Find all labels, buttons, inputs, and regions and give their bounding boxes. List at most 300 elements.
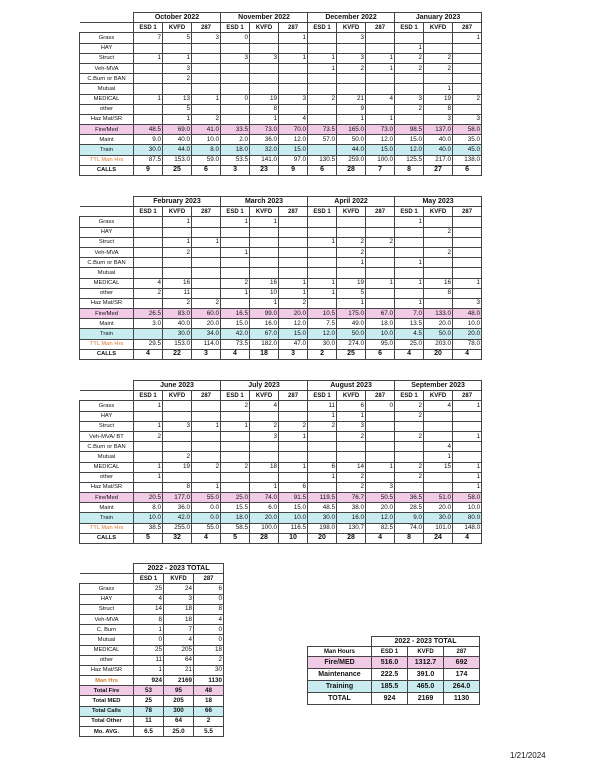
- cell-value: [134, 258, 163, 268]
- cell-value: 6: [453, 165, 482, 175]
- cell-value: 1: [366, 63, 395, 73]
- unit-header: ESD 1: [134, 574, 164, 584]
- cell-value: [279, 74, 308, 84]
- unit-header: 287: [453, 207, 482, 217]
- cell-value: 10.5: [308, 309, 337, 319]
- cell-value: 12.0: [279, 319, 308, 329]
- cell-value: 0.0: [192, 513, 221, 523]
- cell-value: 40.0: [163, 319, 192, 329]
- row-label: Train: [80, 329, 134, 339]
- cell-value: 36.0: [163, 503, 192, 513]
- cell-value: 2: [395, 53, 424, 63]
- unit-header: 287: [279, 207, 308, 217]
- cell-value: 4: [279, 114, 308, 124]
- cell-value: [453, 442, 482, 452]
- cell-value: 15.0: [279, 503, 308, 513]
- cell-value: [221, 452, 250, 462]
- summary-header: KVFD: [408, 647, 444, 657]
- cell-value: [221, 258, 250, 268]
- cell-value: [221, 482, 250, 492]
- row-ttl-man-hrs: [80, 523, 482, 533]
- cell-value: [134, 411, 163, 421]
- cell-value: 1: [308, 411, 337, 421]
- cell-value: 57.0: [308, 135, 337, 145]
- unit-header: KVFD: [250, 207, 279, 217]
- totals-row: [80, 604, 224, 614]
- cell-value: 1: [395, 217, 424, 227]
- cell-value: 10.0: [453, 503, 482, 513]
- row-label: Train: [80, 145, 134, 155]
- cell-value: 1: [279, 288, 308, 298]
- cell-value: 3: [221, 165, 250, 175]
- cell-value: [366, 33, 395, 43]
- cell-value: 2: [308, 349, 337, 359]
- cell-value: [192, 74, 221, 84]
- unit-header: ESD 1: [221, 391, 250, 401]
- totals-row: [80, 716, 224, 726]
- cell-value: [366, 104, 395, 114]
- row-maint: [80, 135, 482, 145]
- unit-header: 287: [192, 391, 221, 401]
- cell-value: 42.0: [163, 513, 192, 523]
- cell-value: 97.0: [279, 155, 308, 165]
- totals-row: [80, 635, 224, 645]
- row-medical: [80, 462, 482, 472]
- cell-value: 2: [395, 63, 424, 73]
- cell-value: 47.0: [279, 339, 308, 349]
- row-grass: [80, 401, 482, 411]
- row-label: MEDICAL: [80, 645, 134, 655]
- cell-value: 9.0: [395, 513, 424, 523]
- row-label: HAY: [80, 594, 134, 604]
- cell-value: 2: [163, 298, 192, 308]
- unit-header: 287: [192, 207, 221, 217]
- cell-value: 10: [279, 533, 308, 543]
- cell-value: 3: [192, 33, 221, 43]
- cell-value: 18: [250, 349, 279, 359]
- cell-value: [163, 258, 192, 268]
- cell-value: [453, 74, 482, 84]
- cell-value: 205: [164, 696, 194, 706]
- cell-value: [250, 411, 279, 421]
- unit-header: KVFD: [424, 23, 453, 33]
- cell-value: [279, 472, 308, 482]
- cell-value: [279, 411, 308, 421]
- cell-value: 2: [337, 63, 366, 73]
- cell-value: [424, 33, 453, 43]
- row-label: C.Burn or BAN: [80, 74, 134, 84]
- cell-value: 6.0: [250, 503, 279, 513]
- cell-value: 137.0: [424, 125, 453, 135]
- cell-value: [366, 411, 395, 421]
- row-label: Struct: [80, 237, 134, 247]
- cell-value: 12.0: [395, 145, 424, 155]
- row-label: Total Calls: [80, 706, 134, 716]
- cell-value: [279, 227, 308, 237]
- cell-value: [308, 268, 337, 278]
- cell-value: 692: [444, 657, 480, 669]
- cell-value: 4: [164, 635, 194, 645]
- unit-header: 287: [279, 391, 308, 401]
- cell-value: [250, 33, 279, 43]
- cell-value: 1: [163, 217, 192, 227]
- cell-value: [192, 227, 221, 237]
- cell-value: 34.0: [192, 329, 221, 339]
- cell-value: 98.5: [395, 125, 424, 135]
- cell-value: [337, 227, 366, 237]
- row-mutual: [80, 268, 482, 278]
- cell-value: 1: [192, 482, 221, 492]
- row-label: HAY: [80, 411, 134, 421]
- cell-value: [424, 411, 453, 421]
- cell-value: [366, 247, 395, 257]
- cell-value: 20.5: [134, 493, 163, 503]
- cell-value: 1: [395, 258, 424, 268]
- cell-value: 1: [337, 114, 366, 124]
- cell-value: 21: [337, 94, 366, 104]
- cell-value: 19: [250, 94, 279, 104]
- cell-value: [308, 431, 337, 441]
- cell-value: 3.0: [134, 319, 163, 329]
- cell-value: 130.7: [337, 523, 366, 533]
- cell-value: [221, 43, 250, 53]
- row-label: Maint: [80, 319, 134, 329]
- cell-value: 48.5: [308, 503, 337, 513]
- cell-value: 1130: [194, 676, 224, 686]
- cell-value: 2: [337, 482, 366, 492]
- cell-value: 174: [444, 669, 480, 681]
- cell-value: [221, 431, 250, 441]
- cell-value: [337, 74, 366, 84]
- cell-value: 53.5: [221, 155, 250, 165]
- cell-value: 1: [279, 431, 308, 441]
- cell-value: [221, 84, 250, 94]
- totals-row: [80, 645, 224, 655]
- cell-value: 4: [221, 349, 250, 359]
- cell-value: 1: [308, 472, 337, 482]
- cell-value: 4: [134, 594, 164, 604]
- cell-value: 73.0: [366, 125, 395, 135]
- cell-value: 2: [395, 411, 424, 421]
- unit-header: KVFD: [163, 23, 192, 33]
- cell-value: [250, 258, 279, 268]
- cell-value: [453, 288, 482, 298]
- cell-value: [424, 74, 453, 84]
- cell-value: 0: [134, 635, 164, 645]
- cell-value: 18.0: [221, 513, 250, 523]
- cell-value: [134, 63, 163, 73]
- summary-header: ESD 1: [372, 647, 408, 657]
- cell-value: 1: [279, 278, 308, 288]
- cell-value: [424, 258, 453, 268]
- cell-value: [221, 237, 250, 247]
- cell-value: 1: [337, 258, 366, 268]
- cell-value: 15.0: [366, 145, 395, 155]
- month-header-row: [80, 381, 482, 391]
- cell-value: 3: [279, 349, 308, 359]
- cell-value: 5: [134, 533, 163, 543]
- row-c-burn: [80, 442, 482, 452]
- totals-row: [80, 614, 224, 624]
- row-label: Grass: [80, 584, 134, 594]
- row-maint: [80, 503, 482, 513]
- cell-value: [308, 84, 337, 94]
- cell-value: 74.0: [250, 493, 279, 503]
- cell-value: 0: [221, 94, 250, 104]
- cell-value: [250, 452, 279, 462]
- cell-value: 2: [424, 63, 453, 73]
- cell-value: [337, 43, 366, 53]
- cell-value: [424, 421, 453, 431]
- cell-value: 1: [366, 53, 395, 63]
- cell-value: [250, 74, 279, 84]
- row-label: Grass: [80, 33, 134, 43]
- cell-value: 30.0: [163, 329, 192, 339]
- cell-value: [308, 452, 337, 462]
- cell-value: 0: [194, 635, 224, 645]
- cell-value: 5: [337, 288, 366, 298]
- cell-value: 1312.7: [408, 657, 444, 669]
- cell-value: 2: [250, 421, 279, 431]
- cell-value: [163, 227, 192, 237]
- cell-value: 10: [250, 288, 279, 298]
- unit-header: ESD 1: [134, 207, 163, 217]
- row-label: Veh-MVA: [80, 247, 134, 257]
- cell-value: [395, 288, 424, 298]
- cell-value: 13.5: [395, 319, 424, 329]
- cell-value: 25: [134, 584, 164, 594]
- cell-value: [163, 411, 192, 421]
- cell-value: [337, 217, 366, 227]
- cell-value: [279, 442, 308, 452]
- cell-value: [424, 472, 453, 482]
- summary-row: [308, 669, 480, 681]
- cell-value: [192, 247, 221, 257]
- cell-value: 67.0: [250, 329, 279, 339]
- cell-value: 16: [250, 278, 279, 288]
- cell-value: [192, 43, 221, 53]
- unit-header: KVFD: [250, 391, 279, 401]
- cell-value: 38.5: [134, 523, 163, 533]
- cell-value: 1: [366, 278, 395, 288]
- cell-value: [366, 298, 395, 308]
- cell-value: [279, 237, 308, 247]
- row-label: HAY: [80, 43, 134, 53]
- cell-value: 119.5: [308, 493, 337, 503]
- row-mutual: [80, 84, 482, 94]
- cell-value: [134, 114, 163, 124]
- cell-value: 9: [134, 165, 163, 175]
- unit-header-row: [80, 574, 224, 584]
- cell-value: 55.0: [192, 523, 221, 533]
- cell-value: 2: [337, 431, 366, 441]
- cell-value: 33.5: [221, 125, 250, 135]
- unit-header: 287: [366, 391, 395, 401]
- row-label: Haz Mat/SR: [80, 298, 134, 308]
- cell-value: 64: [164, 655, 194, 665]
- cell-value: [192, 84, 221, 94]
- cell-value: 80.0: [453, 513, 482, 523]
- cell-value: 16.0: [250, 319, 279, 329]
- cell-value: 1: [337, 411, 366, 421]
- cell-value: 203.0: [424, 339, 453, 349]
- cell-value: 2: [194, 655, 224, 665]
- cell-value: 1: [453, 431, 482, 441]
- cell-value: 1: [134, 421, 163, 431]
- cell-value: [250, 268, 279, 278]
- cell-value: 16: [163, 278, 192, 288]
- row-label: Haz Mat/SR: [80, 482, 134, 492]
- row-label: Mutual: [80, 635, 134, 645]
- cell-value: 1: [221, 247, 250, 257]
- cell-value: [308, 258, 337, 268]
- cell-value: 4: [453, 533, 482, 543]
- cell-value: [308, 74, 337, 84]
- cell-value: 23: [250, 165, 279, 175]
- cell-value: 6: [279, 482, 308, 492]
- cell-value: 30: [194, 665, 224, 675]
- summary-header-row: [308, 647, 480, 657]
- cell-value: 2: [337, 247, 366, 257]
- cell-value: [250, 84, 279, 94]
- cell-value: [395, 84, 424, 94]
- cell-value: [134, 268, 163, 278]
- cell-value: [221, 472, 250, 482]
- cell-value: [134, 442, 163, 452]
- cell-value: 3: [453, 298, 482, 308]
- cell-value: 58.5: [221, 523, 250, 533]
- cell-value: 8.0: [192, 145, 221, 155]
- cell-value: 8: [424, 288, 453, 298]
- cell-value: 83.0: [163, 309, 192, 319]
- unit-header: KVFD: [424, 207, 453, 217]
- month-header: September 2023: [395, 381, 482, 391]
- unit-header-row: [80, 207, 482, 217]
- cell-value: [424, 217, 453, 227]
- cell-value: [308, 298, 337, 308]
- cell-value: [134, 247, 163, 257]
- cell-value: [366, 442, 395, 452]
- row-label: MEDICAL: [80, 94, 134, 104]
- cell-value: 30.0: [134, 145, 163, 155]
- cell-value: [453, 63, 482, 73]
- cell-value: 3: [163, 63, 192, 73]
- cell-value: 300: [164, 706, 194, 716]
- cell-value: 0.0: [192, 503, 221, 513]
- totals-row: [80, 594, 224, 604]
- cell-value: [366, 43, 395, 53]
- cell-value: [424, 482, 453, 492]
- row-hay: [80, 43, 482, 53]
- row-ttl-man-hrs: [80, 339, 482, 349]
- cell-value: 924: [372, 693, 408, 705]
- cell-value: 465.0: [408, 681, 444, 693]
- month-header: March 2023: [221, 197, 308, 207]
- row-label: HAY: [80, 227, 134, 237]
- row-label: other: [80, 472, 134, 482]
- cell-value: 1: [134, 53, 163, 63]
- cell-value: [424, 268, 453, 278]
- row-train: [80, 329, 482, 339]
- cell-value: 3: [221, 53, 250, 63]
- row-struct: [80, 237, 482, 247]
- cell-value: 130.5: [308, 155, 337, 165]
- cell-value: 2: [395, 462, 424, 472]
- cell-value: 1: [308, 288, 337, 298]
- cell-value: 20.0: [279, 309, 308, 319]
- cell-value: 91.5: [279, 493, 308, 503]
- cell-value: [192, 288, 221, 298]
- row-label: other: [80, 655, 134, 665]
- cell-value: 3: [453, 114, 482, 124]
- cell-value: 1: [134, 665, 164, 675]
- cell-value: 153.0: [163, 155, 192, 165]
- cell-value: [337, 84, 366, 94]
- row-label: Total Fire: [80, 686, 134, 696]
- cell-value: [453, 268, 482, 278]
- month-header-row: [80, 197, 482, 207]
- cell-value: 53: [134, 686, 164, 696]
- cell-value: 4: [453, 349, 482, 359]
- cell-value: 29.5: [134, 339, 163, 349]
- summary-title-row: [308, 637, 480, 647]
- cell-value: 1: [424, 84, 453, 94]
- cell-value: [453, 421, 482, 431]
- row-label: other: [80, 288, 134, 298]
- cell-value: [163, 43, 192, 53]
- cell-value: 3: [250, 53, 279, 63]
- cell-value: 18.0: [366, 319, 395, 329]
- cell-value: 2: [308, 421, 337, 431]
- cell-value: 1: [192, 237, 221, 247]
- cell-value: [221, 227, 250, 237]
- row-fire-med: [80, 309, 482, 319]
- row-label: TOTAL: [308, 693, 372, 705]
- summary-title: 2022 - 2023 TOTAL: [372, 637, 480, 647]
- unit-header: ESD 1: [395, 391, 424, 401]
- month-header: November 2022: [221, 13, 308, 23]
- cell-value: 36.0: [250, 135, 279, 145]
- totals-title-row: [80, 564, 224, 574]
- row-maint: [80, 319, 482, 329]
- cell-value: 0: [221, 33, 250, 43]
- cell-value: 25.0: [164, 727, 194, 737]
- row-veh-mva: [80, 431, 482, 441]
- totals-row: [80, 655, 224, 665]
- row-haz-mat: [80, 114, 482, 124]
- cell-value: 2.0: [221, 135, 250, 145]
- row-label: Struct: [80, 53, 134, 63]
- cell-value: 38.0: [337, 503, 366, 513]
- unit-header: KVFD: [337, 23, 366, 33]
- cell-value: 6: [192, 165, 221, 175]
- cell-value: 48.0: [453, 309, 482, 319]
- cell-value: 5: [221, 533, 250, 543]
- cell-value: [279, 84, 308, 94]
- totals-table: [79, 563, 224, 737]
- cell-value: [192, 401, 221, 411]
- row-other: [80, 288, 482, 298]
- cell-value: 11: [134, 716, 164, 726]
- cell-value: [221, 104, 250, 114]
- cell-value: [250, 442, 279, 452]
- cell-value: 42.0: [221, 329, 250, 339]
- cell-value: 4: [194, 614, 224, 624]
- cell-value: 2: [337, 472, 366, 482]
- cell-value: 3: [250, 431, 279, 441]
- unit-header: KVFD: [164, 574, 194, 584]
- cell-value: 73.5: [221, 339, 250, 349]
